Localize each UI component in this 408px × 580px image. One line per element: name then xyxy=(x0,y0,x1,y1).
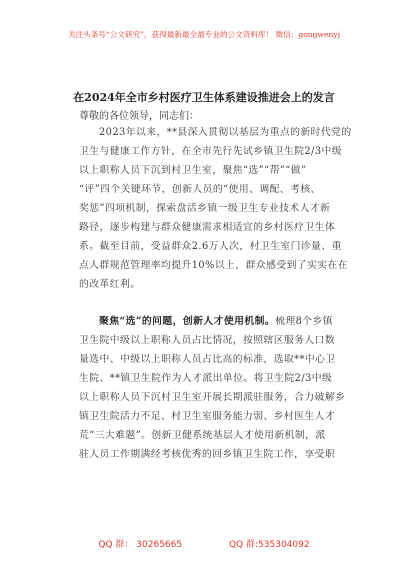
paragraph-line: 以上职称人员下沉村卫生室开展长期派驻服务，合力破解乡 xyxy=(79,392,346,403)
section-heading: 聚焦“选”的问题，创新人才使用机制。 xyxy=(99,316,276,327)
document-title: 在2024年全市乡村医疗卫生体系建设推进会上的发言 xyxy=(73,91,335,104)
paragraph-text: 梳理8个乡镇 xyxy=(275,316,334,327)
paragraph-line: 系。截至目前，受益群众2.6万人次，村卫生室门诊量、重 xyxy=(79,241,342,252)
paragraph-line: 点人群规范管理率均提升10%以上，群众感受到了实实在在 xyxy=(79,260,349,271)
paragraph-line: 镇卫生院活力不足、村卫生室服务能力弱、乡村医生人才 xyxy=(79,411,336,422)
qq-group-2: QQ 群:535304092 xyxy=(228,540,310,550)
paragraph-line: 的改革红利。 xyxy=(79,279,141,290)
paragraph-line: 卫生院中级以上职称人员占比情况，按照辖区服务人口数 xyxy=(79,335,336,346)
paragraph-line: 生院、**镇卫生院作为人才派出单位。将卫生院2/3中级 xyxy=(79,373,333,384)
paragraph-line: “评”四个关键环节，创新人员的“使用、调配、考核、 xyxy=(79,184,321,195)
paragraph-line: 奖惩”四项机制，探索盘活乡镇一级卫生专业技术人才新 xyxy=(79,203,331,214)
paragraph-line: 卫生与健康工作方针，在全市先行先试乡镇卫生院2/3中级 xyxy=(79,146,343,157)
paragraph-line: 荒“三大难题”。创新卫健系统基层人才使用新机制，派 xyxy=(79,430,326,441)
salutation: 尊敬的各位领导，同志们： xyxy=(79,111,199,122)
footer-banner xyxy=(0,537,408,550)
paragraph-line: 路径，逐步构建与群众健康需求相适宜的乡村医疗卫生体 xyxy=(79,222,336,233)
paragraph-line: 2023年以来，**县深入贯彻以基层为重点的新时代党的 xyxy=(99,127,352,138)
paragraph-line xyxy=(99,316,333,328)
paragraph-line: 以上职称人员下沉到村卫生室，聚焦“选”“帮”“做” xyxy=(79,165,307,176)
header-banner: 关注头条号“公文研究”，获得最新最全最专业的公文资料库！ 微信：gongwenyj xyxy=(67,30,341,39)
qq-group-1: QQ 群： 30265665 xyxy=(98,540,183,550)
paragraph-line: 量选中、中级以上职称人员占比高的标准，选取**中心卫 xyxy=(79,354,336,365)
paragraph-line: 驻人员工作期满经考核优秀的回乡镇卫生院工作，享受职 xyxy=(79,449,336,460)
